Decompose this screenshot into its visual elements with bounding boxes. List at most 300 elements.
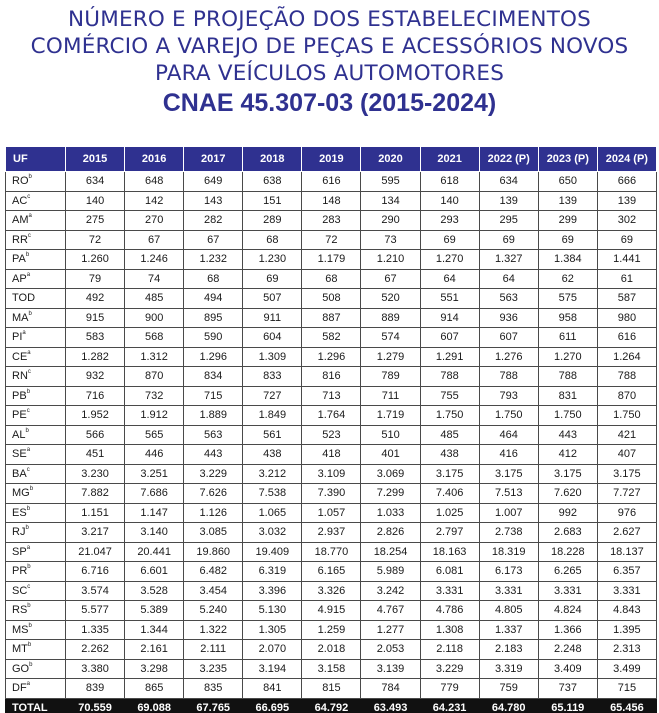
value-cell: 6.173 bbox=[479, 562, 538, 582]
value-cell: 889 bbox=[361, 308, 420, 328]
value-cell: 142 bbox=[125, 191, 184, 211]
value-cell: 788 bbox=[479, 367, 538, 387]
uf-cell bbox=[6, 289, 66, 309]
value-cell: 139 bbox=[479, 191, 538, 211]
uf-cell bbox=[6, 659, 66, 679]
value-cell: 3.175 bbox=[538, 464, 597, 484]
uf-label: RS bbox=[12, 604, 28, 617]
value-cell: 2.053 bbox=[361, 640, 420, 660]
uf-cell bbox=[6, 386, 66, 406]
value-cell: 72 bbox=[302, 230, 361, 250]
uf-label: SP bbox=[12, 545, 27, 558]
value-cell: 915 bbox=[66, 308, 125, 328]
value-cell: 958 bbox=[538, 308, 597, 328]
value-cell: 1.337 bbox=[479, 620, 538, 640]
value-cell: 2.738 bbox=[479, 523, 538, 543]
value-cell: 19.860 bbox=[184, 542, 243, 562]
value-cell: 416 bbox=[479, 445, 538, 465]
table-row bbox=[6, 328, 657, 348]
value-cell: 7.686 bbox=[125, 484, 184, 504]
value-cell: 68 bbox=[302, 269, 361, 289]
table-row bbox=[6, 464, 657, 484]
value-cell: 443 bbox=[184, 445, 243, 465]
value-cell: 3.380 bbox=[66, 659, 125, 679]
uf-superscript: b bbox=[25, 252, 30, 259]
value-cell: 992 bbox=[538, 503, 597, 523]
value-cell: 936 bbox=[479, 308, 538, 328]
value-cell: 72 bbox=[66, 230, 125, 250]
value-cell: 283 bbox=[302, 211, 361, 231]
value-cell: 7.882 bbox=[66, 484, 125, 504]
value-cell: 6.265 bbox=[538, 562, 597, 582]
table-row bbox=[6, 640, 657, 660]
value-cell: 1.033 bbox=[361, 503, 420, 523]
uf-label: MG bbox=[12, 487, 30, 500]
value-cell: 575 bbox=[538, 289, 597, 309]
value-cell: 4.843 bbox=[597, 601, 656, 621]
value-cell: 412 bbox=[538, 445, 597, 465]
value-cell: 6.716 bbox=[66, 562, 125, 582]
value-cell: 3.175 bbox=[479, 464, 538, 484]
value-cell: 2.262 bbox=[66, 640, 125, 660]
value-cell: 295 bbox=[479, 211, 538, 231]
value-cell: 1.296 bbox=[302, 347, 361, 367]
uf-superscript: b bbox=[28, 174, 32, 181]
value-cell: 666 bbox=[597, 172, 656, 192]
total-row bbox=[6, 698, 657, 713]
value-cell: 634 bbox=[479, 172, 538, 192]
value-cell: 568 bbox=[125, 328, 184, 348]
title-line-3: PARA VEÍCULOS AUTOMOTORES bbox=[154, 61, 505, 86]
title-block bbox=[0, 6, 659, 118]
value-cell: 299 bbox=[538, 211, 597, 231]
uf-label: PI bbox=[12, 331, 23, 344]
total-value-cell: 64.231 bbox=[420, 698, 479, 713]
value-cell: 494 bbox=[184, 289, 243, 309]
value-cell: 3.194 bbox=[243, 659, 302, 679]
uf-superscript: b bbox=[27, 642, 32, 649]
uf-superscript: a bbox=[26, 544, 31, 551]
value-cell: 784 bbox=[361, 679, 420, 699]
value-cell: 649 bbox=[184, 172, 243, 192]
table-row bbox=[6, 601, 657, 621]
table-row bbox=[6, 581, 657, 601]
value-cell: 1.230 bbox=[243, 250, 302, 270]
value-cell: 607 bbox=[479, 328, 538, 348]
value-cell: 1.065 bbox=[243, 503, 302, 523]
value-cell: 3.396 bbox=[243, 581, 302, 601]
table-row bbox=[6, 347, 657, 367]
value-cell: 595 bbox=[361, 172, 420, 192]
header-year: 2023 (P) bbox=[538, 147, 597, 172]
value-cell: 510 bbox=[361, 425, 420, 445]
value-cell: 870 bbox=[597, 386, 656, 406]
value-cell: 870 bbox=[125, 367, 184, 387]
value-cell: 69 bbox=[420, 230, 479, 250]
value-cell: 492 bbox=[66, 289, 125, 309]
value-cell: 865 bbox=[125, 679, 184, 699]
value-cell: 565 bbox=[125, 425, 184, 445]
value-cell: 3.319 bbox=[479, 659, 538, 679]
value-cell: 275 bbox=[66, 211, 125, 231]
value-cell: 911 bbox=[243, 308, 302, 328]
table-row bbox=[6, 308, 657, 328]
uf-superscript: b bbox=[27, 564, 31, 571]
value-cell: 6.482 bbox=[184, 562, 243, 582]
value-cell: 604 bbox=[243, 328, 302, 348]
value-cell: 2.183 bbox=[479, 640, 538, 660]
value-cell: 711 bbox=[361, 386, 420, 406]
value-cell: 616 bbox=[302, 172, 361, 192]
value-cell: 1.309 bbox=[243, 347, 302, 367]
value-cell: 3.409 bbox=[538, 659, 597, 679]
value-cell: 134 bbox=[361, 191, 420, 211]
uf-superscript: a bbox=[28, 213, 32, 220]
value-cell: 5.989 bbox=[361, 562, 420, 582]
value-cell: 713 bbox=[302, 386, 361, 406]
value-cell: 980 bbox=[597, 308, 656, 328]
uf-superscript: c bbox=[27, 583, 31, 590]
value-cell: 1.764 bbox=[302, 406, 361, 426]
value-cell: 3.331 bbox=[538, 581, 597, 601]
uf-cell bbox=[6, 503, 66, 523]
uf-superscript: b bbox=[26, 505, 31, 512]
uf-cell bbox=[6, 581, 66, 601]
table-row bbox=[6, 289, 657, 309]
table-row bbox=[6, 562, 657, 582]
value-cell: 6.357 bbox=[597, 562, 656, 582]
uf-cell bbox=[6, 640, 66, 660]
uf-cell bbox=[6, 620, 66, 640]
value-cell: 1.344 bbox=[125, 620, 184, 640]
value-cell: 79 bbox=[66, 269, 125, 289]
value-cell: 816 bbox=[302, 367, 361, 387]
value-cell: 839 bbox=[66, 679, 125, 699]
value-cell: 1.750 bbox=[538, 406, 597, 426]
uf-superscript: b bbox=[26, 388, 31, 395]
value-cell: 1.276 bbox=[479, 347, 538, 367]
value-cell: 67 bbox=[184, 230, 243, 250]
value-cell: 715 bbox=[597, 679, 656, 699]
value-cell: 3.175 bbox=[597, 464, 656, 484]
value-cell: 638 bbox=[243, 172, 302, 192]
value-cell: 2.937 bbox=[302, 523, 361, 543]
uf-superscript: c bbox=[27, 193, 31, 200]
uf-superscript: b bbox=[29, 661, 33, 668]
value-cell: 1.179 bbox=[302, 250, 361, 270]
value-cell: 2.683 bbox=[538, 523, 597, 543]
uf-label: MA bbox=[12, 311, 29, 324]
value-cell: 7.626 bbox=[184, 484, 243, 504]
header-year: 2022 (P) bbox=[479, 147, 538, 172]
value-cell: 2.627 bbox=[597, 523, 656, 543]
value-cell: 3.229 bbox=[184, 464, 243, 484]
uf-cell bbox=[6, 367, 66, 387]
value-cell: 418 bbox=[302, 445, 361, 465]
value-cell: 302 bbox=[597, 211, 656, 231]
value-cell: 507 bbox=[243, 289, 302, 309]
value-cell: 833 bbox=[243, 367, 302, 387]
uf-cell bbox=[6, 230, 66, 250]
value-cell: 1.719 bbox=[361, 406, 420, 426]
uf-superscript: c bbox=[27, 369, 31, 376]
value-cell: 1.366 bbox=[538, 620, 597, 640]
value-cell: 61 bbox=[597, 269, 656, 289]
value-cell: 789 bbox=[361, 367, 420, 387]
uf-cell bbox=[6, 347, 66, 367]
uf-label: TOD bbox=[12, 292, 36, 305]
value-cell: 634 bbox=[66, 172, 125, 192]
value-cell: 4.915 bbox=[302, 601, 361, 621]
value-cell: 788 bbox=[420, 367, 479, 387]
value-cell: 446 bbox=[125, 445, 184, 465]
value-cell: 3.298 bbox=[125, 659, 184, 679]
uf-label: RO bbox=[12, 175, 29, 188]
value-cell: 1.282 bbox=[66, 347, 125, 367]
uf-label: MS bbox=[12, 623, 29, 636]
value-cell: 6.601 bbox=[125, 562, 184, 582]
value-cell: 976 bbox=[597, 503, 656, 523]
value-cell: 1.260 bbox=[66, 250, 125, 270]
value-cell: 62 bbox=[538, 269, 597, 289]
value-cell: 151 bbox=[243, 191, 302, 211]
value-cell: 520 bbox=[361, 289, 420, 309]
value-cell: 68 bbox=[184, 269, 243, 289]
value-cell: 438 bbox=[243, 445, 302, 465]
header-uf: UF bbox=[6, 147, 66, 172]
value-cell: 6.081 bbox=[420, 562, 479, 582]
value-cell: 3.499 bbox=[597, 659, 656, 679]
value-cell: 2.797 bbox=[420, 523, 479, 543]
value-cell: 1.296 bbox=[184, 347, 243, 367]
value-cell: 421 bbox=[597, 425, 656, 445]
value-cell: 3.574 bbox=[66, 581, 125, 601]
value-cell: 1.849 bbox=[243, 406, 302, 426]
uf-cell bbox=[6, 172, 66, 192]
total-value-cell: 65.456 bbox=[597, 698, 656, 713]
value-cell: 7.513 bbox=[479, 484, 538, 504]
uf-label: PA bbox=[12, 253, 26, 266]
value-cell: 18.319 bbox=[479, 542, 538, 562]
value-cell: 1.327 bbox=[479, 250, 538, 270]
value-cell: 1.750 bbox=[479, 406, 538, 426]
value-cell: 779 bbox=[420, 679, 479, 699]
total-value-cell: 64.780 bbox=[479, 698, 538, 713]
total-value-cell: 65.119 bbox=[538, 698, 597, 713]
value-cell: 1.232 bbox=[184, 250, 243, 270]
value-cell: 3.242 bbox=[361, 581, 420, 601]
uf-label: GO bbox=[12, 662, 30, 675]
value-cell: 5.240 bbox=[184, 601, 243, 621]
value-cell: 282 bbox=[184, 211, 243, 231]
uf-label: RN bbox=[12, 370, 28, 383]
value-cell: 140 bbox=[420, 191, 479, 211]
title-line-2: COMÉRCIO A VAREJO DE PEÇAS E ACESSÓRIOS NOVOS bbox=[30, 34, 629, 59]
value-cell: 18.254 bbox=[361, 542, 420, 562]
value-cell: 3.069 bbox=[361, 464, 420, 484]
value-cell: 1.384 bbox=[538, 250, 597, 270]
value-cell: 139 bbox=[597, 191, 656, 211]
value-cell: 74 bbox=[125, 269, 184, 289]
total-value-cell: 70.559 bbox=[66, 698, 125, 713]
value-cell: 788 bbox=[538, 367, 597, 387]
value-cell: 69 bbox=[538, 230, 597, 250]
value-cell: 140 bbox=[66, 191, 125, 211]
uf-cell bbox=[6, 308, 66, 328]
uf-label: PE bbox=[12, 409, 27, 422]
value-cell: 650 bbox=[538, 172, 597, 192]
uf-superscript: b bbox=[28, 310, 32, 317]
value-cell: 6.165 bbox=[302, 562, 361, 582]
value-cell: 289 bbox=[243, 211, 302, 231]
value-cell: 3.326 bbox=[302, 581, 361, 601]
value-cell: 1.151 bbox=[66, 503, 125, 523]
title-line-1: NÚMERO E PROJEÇÃO DOS ESTABELECIMENTOS bbox=[67, 7, 592, 32]
uf-cell bbox=[6, 484, 66, 504]
value-cell: 2.111 bbox=[184, 640, 243, 660]
uf-cell bbox=[6, 250, 66, 270]
value-cell: 563 bbox=[479, 289, 538, 309]
total-value-cell: 63.493 bbox=[361, 698, 420, 713]
value-cell: 1.952 bbox=[66, 406, 125, 426]
value-cell: 1.305 bbox=[243, 620, 302, 640]
value-cell: 485 bbox=[420, 425, 479, 445]
header-year: 2019 bbox=[302, 147, 361, 172]
value-cell: 139 bbox=[538, 191, 597, 211]
uf-label: CE bbox=[12, 350, 28, 363]
value-cell: 73 bbox=[361, 230, 420, 250]
value-cell: 18.163 bbox=[420, 542, 479, 562]
value-cell: 2.118 bbox=[420, 640, 479, 660]
value-cell: 290 bbox=[361, 211, 420, 231]
value-cell: 759 bbox=[479, 679, 538, 699]
value-cell: 815 bbox=[302, 679, 361, 699]
value-cell: 7.620 bbox=[538, 484, 597, 504]
value-cell: 716 bbox=[66, 386, 125, 406]
value-cell: 1.246 bbox=[125, 250, 184, 270]
value-cell: 18.137 bbox=[597, 542, 656, 562]
uf-cell bbox=[6, 406, 66, 426]
value-cell: 618 bbox=[420, 172, 479, 192]
value-cell: 1.259 bbox=[302, 620, 361, 640]
value-cell: 5.577 bbox=[66, 601, 125, 621]
value-cell: 3.331 bbox=[420, 581, 479, 601]
value-cell: 3.229 bbox=[420, 659, 479, 679]
uf-cell bbox=[6, 445, 66, 465]
value-cell: 2.248 bbox=[538, 640, 597, 660]
value-cell: 1.277 bbox=[361, 620, 420, 640]
value-cell: 1.750 bbox=[597, 406, 656, 426]
uf-cell bbox=[6, 425, 66, 445]
value-cell: 4.786 bbox=[420, 601, 479, 621]
value-cell: 3.158 bbox=[302, 659, 361, 679]
header-year: 2016 bbox=[125, 147, 184, 172]
value-cell: 590 bbox=[184, 328, 243, 348]
uf-label: DF bbox=[12, 682, 27, 695]
uf-superscript: a bbox=[26, 681, 31, 688]
uf-label: AL bbox=[12, 428, 26, 441]
value-cell: 148 bbox=[302, 191, 361, 211]
value-cell: 464 bbox=[479, 425, 538, 445]
value-cell: 5.389 bbox=[125, 601, 184, 621]
value-cell: 18.228 bbox=[538, 542, 597, 562]
value-cell: 732 bbox=[125, 386, 184, 406]
table-row bbox=[6, 484, 657, 504]
value-cell: 1.912 bbox=[125, 406, 184, 426]
table-row bbox=[6, 542, 657, 562]
value-cell: 508 bbox=[302, 289, 361, 309]
value-cell: 582 bbox=[302, 328, 361, 348]
establishments-table bbox=[5, 146, 657, 713]
table-row bbox=[6, 445, 657, 465]
value-cell: 715 bbox=[184, 386, 243, 406]
value-cell: 835 bbox=[184, 679, 243, 699]
header-year: 2020 bbox=[361, 147, 420, 172]
value-cell: 67 bbox=[125, 230, 184, 250]
uf-label: SE bbox=[12, 448, 27, 461]
value-cell: 737 bbox=[538, 679, 597, 699]
uf-superscript: a bbox=[26, 447, 31, 454]
uf-superscript: c bbox=[26, 466, 30, 473]
value-cell: 1.270 bbox=[420, 250, 479, 270]
value-cell: 7.727 bbox=[597, 484, 656, 504]
value-cell: 438 bbox=[420, 445, 479, 465]
value-cell: 607 bbox=[420, 328, 479, 348]
value-cell: 755 bbox=[420, 386, 479, 406]
value-cell: 1.147 bbox=[125, 503, 184, 523]
table-row bbox=[6, 659, 657, 679]
value-cell: 616 bbox=[597, 328, 656, 348]
table-row bbox=[6, 250, 657, 270]
value-cell: 4.824 bbox=[538, 601, 597, 621]
value-cell: 18.770 bbox=[302, 542, 361, 562]
value-cell: 1.126 bbox=[184, 503, 243, 523]
uf-cell bbox=[6, 269, 66, 289]
uf-superscript: b bbox=[25, 525, 29, 532]
value-cell: 834 bbox=[184, 367, 243, 387]
value-cell: 1.335 bbox=[66, 620, 125, 640]
value-cell: 1.057 bbox=[302, 503, 361, 523]
value-cell: 1.210 bbox=[361, 250, 420, 270]
value-cell: 3.251 bbox=[125, 464, 184, 484]
uf-label: RJ bbox=[12, 526, 26, 539]
table-row bbox=[6, 172, 657, 192]
uf-cell bbox=[6, 191, 66, 211]
uf-superscript: b bbox=[25, 427, 29, 434]
table-row bbox=[6, 503, 657, 523]
value-cell: 293 bbox=[420, 211, 479, 231]
table-row bbox=[6, 523, 657, 543]
value-cell: 1.312 bbox=[125, 347, 184, 367]
uf-label: BA bbox=[12, 467, 27, 480]
value-cell: 887 bbox=[302, 308, 361, 328]
value-cell: 7.299 bbox=[361, 484, 420, 504]
title-cnae: CNAE 45.307-03 (2015-2024) bbox=[162, 89, 497, 117]
uf-superscript: c bbox=[26, 408, 30, 415]
value-cell: 2.161 bbox=[125, 640, 184, 660]
value-cell: 523 bbox=[302, 425, 361, 445]
total-label: TOTAL bbox=[6, 698, 66, 713]
value-cell: 21.047 bbox=[66, 542, 125, 562]
value-cell: 3.140 bbox=[125, 523, 184, 543]
value-cell: 64 bbox=[479, 269, 538, 289]
value-cell: 69 bbox=[243, 269, 302, 289]
value-cell: 841 bbox=[243, 679, 302, 699]
value-cell: 64 bbox=[420, 269, 479, 289]
uf-superscript: b bbox=[29, 486, 34, 493]
uf-label: ES bbox=[12, 506, 27, 519]
value-cell: 3.217 bbox=[66, 523, 125, 543]
